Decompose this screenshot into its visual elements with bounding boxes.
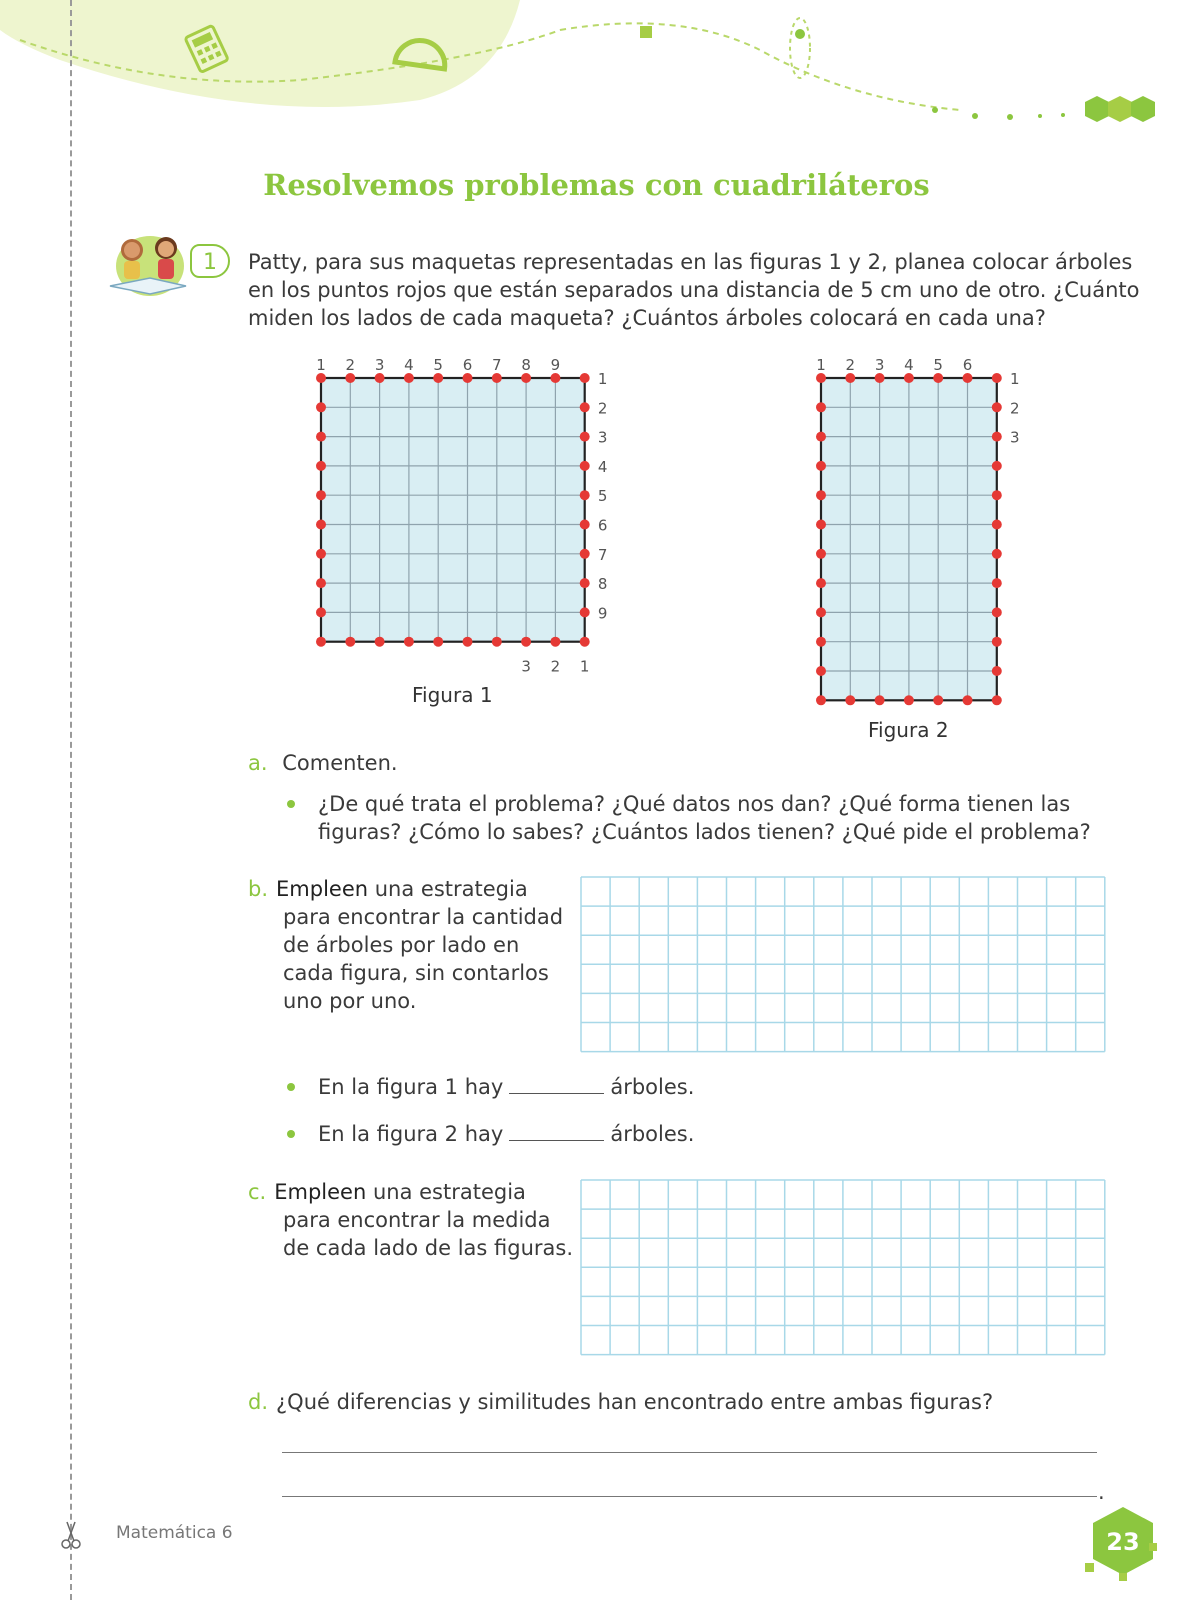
tree-point [492, 373, 502, 383]
right-count-label: 2 [1010, 399, 1020, 418]
work-grid-b[interactable] [580, 876, 1106, 1052]
page-title: Resolvemos problemas con cuadriláteros [263, 168, 930, 202]
figure-2-grid [800, 350, 1030, 710]
tree-point [316, 578, 326, 588]
tree-point [580, 578, 590, 588]
tree-point [992, 578, 1002, 588]
tree-point [904, 695, 914, 705]
tree-point [316, 490, 326, 500]
tree-point [992, 402, 1002, 412]
figure-1-grid [300, 350, 630, 676]
part-a-letter: a. [248, 751, 268, 775]
right-count-label: 9 [597, 604, 608, 623]
problem-line-2: en los puntos rojos que están separados una distancia de 5 cm uno de otro. ¿Cuánto [248, 278, 1140, 302]
page-number-badge [1083, 1503, 1163, 1583]
top-count-label: 3 [874, 356, 885, 374]
part-c-verb: Empleen [274, 1180, 367, 1204]
tree-point [992, 461, 1002, 471]
fill-2-blank[interactable] [509, 1120, 604, 1141]
right-count-label: 1 [1010, 370, 1020, 388]
tree-point [992, 549, 1002, 559]
tree-point [316, 520, 326, 530]
top-count-label: 9 [550, 356, 561, 374]
tree-point [992, 432, 1002, 442]
tree-point [816, 490, 826, 500]
top-count-label: 1 [816, 356, 826, 374]
tree-point [875, 695, 885, 705]
tree-point [992, 695, 1002, 705]
tree-point [816, 432, 826, 442]
tree-point [404, 373, 414, 383]
top-count-label: 3 [374, 356, 385, 374]
tree-point [963, 695, 973, 705]
tree-point [992, 666, 1002, 676]
right-count-label: 7 [597, 545, 608, 564]
tree-point [816, 666, 826, 676]
tree-point [550, 373, 560, 383]
bottom-count-label: 3 [521, 657, 531, 676]
tree-point [904, 373, 914, 383]
part-a-bullet-line-2: figuras? ¿Cómo lo sabes? ¿Cuántos lados tienen? ¿Qué pide el problema? [318, 820, 1091, 844]
tree-point [580, 461, 590, 471]
top-count-label: 4 [904, 356, 914, 374]
tree-point [992, 520, 1002, 530]
problem-line-1: Patty, para sus maquetas representadas en las figuras 1 y 2, planea colocar árboles [248, 250, 1133, 274]
part-b-line-4: cada figura, sin contarlos [283, 961, 549, 985]
part-b-verb: Empleen [276, 877, 369, 901]
part-d [248, 1388, 993, 1416]
part-c-line-1-rest: una estrategia [366, 1180, 526, 1204]
tree-point [580, 432, 590, 442]
tree-point [550, 637, 560, 647]
part-b-line-2: para encontrar la cantidad [283, 905, 564, 929]
part-a-heading: Comenten. [282, 751, 398, 775]
tree-point [933, 695, 943, 705]
tree-point [433, 637, 443, 647]
problem-line-3: miden los lados de cada maqueta? ¿Cuántos árboles colocará en cada una? [248, 306, 1046, 330]
bullet [287, 1130, 295, 1138]
bottom-count-label: 1 [579, 657, 590, 676]
tree-point [375, 637, 385, 647]
bullet [287, 1083, 295, 1091]
part-b-letter: b. [248, 877, 269, 901]
part-b-line-5: uno por uno. [283, 989, 417, 1013]
top-count-label: 6 [962, 356, 973, 374]
tree-point [816, 607, 826, 617]
fill-1-blank[interactable] [509, 1073, 604, 1094]
top-count-label: 8 [521, 356, 531, 374]
figure-1-label: Figura 1 [412, 683, 493, 707]
part-b-line-3: de árboles por lado en [283, 933, 520, 957]
work-grid-c[interactable] [580, 1179, 1106, 1355]
top-count-label: 5 [433, 356, 443, 374]
part-c-line-3: de cada lado de las figuras. [283, 1236, 574, 1260]
tree-point [845, 695, 855, 705]
tree-point [316, 461, 326, 471]
tree-point [316, 549, 326, 559]
right-count-label: 2 [597, 399, 608, 418]
tree-point [404, 637, 414, 647]
part-a [248, 749, 398, 777]
page-number: 23 [1106, 1528, 1140, 1556]
answer-line-1[interactable] [282, 1452, 1097, 1453]
tree-point [992, 607, 1002, 617]
part-b-line-1-rest: una estrategia [368, 877, 528, 901]
tree-point [816, 402, 826, 412]
top-count-label: 5 [933, 356, 943, 374]
tree-point [375, 373, 385, 383]
part-a-bullet-line-1: ¿De qué trata el problema? ¿Qué datos nos dan? ¿Qué forma tienen las [318, 792, 1071, 816]
students-reading-icon [106, 228, 188, 296]
tree-point [933, 373, 943, 383]
tree-point [992, 637, 1002, 647]
cube-icon [640, 26, 652, 38]
cubes-icon [1085, 96, 1155, 122]
tree-point [992, 490, 1002, 500]
bullet [287, 800, 295, 808]
tree-point [316, 402, 326, 412]
tree-point [345, 373, 355, 383]
tree-point [992, 373, 1002, 383]
scissors-icon [60, 1520, 82, 1550]
tree-point [816, 578, 826, 588]
right-count-label: 5 [597, 487, 608, 506]
part-d-question: ¿Qué diferencias y similitudes han encontrado entre ambas figuras? [276, 1390, 994, 1414]
top-count-label: 7 [492, 356, 502, 374]
fill-2-text-after: árboles. [610, 1122, 695, 1146]
tree-point [521, 637, 531, 647]
tree-point [463, 373, 473, 383]
bottom-count-label: 2 [550, 657, 561, 676]
tree-point [316, 607, 326, 617]
tree-point [316, 373, 326, 383]
part-d-letter: d. [248, 1390, 269, 1414]
part-b-fill-2 [318, 1120, 694, 1148]
tree-point [963, 373, 973, 383]
part-c-letter: c. [248, 1180, 267, 1204]
tree-point [816, 373, 826, 383]
tree-point [845, 373, 855, 383]
tree-point [316, 637, 326, 647]
tree-point [816, 549, 826, 559]
footer-book-title: Matemática 6 [116, 1523, 233, 1543]
part-b-fill-1 [318, 1073, 694, 1101]
tree-point [580, 520, 590, 530]
tree-point [816, 461, 826, 471]
cut-guide-line [70, 0, 72, 1600]
tree-point [875, 373, 885, 383]
part-b-line-1 [248, 875, 528, 903]
tree-point [521, 373, 531, 383]
header-decoration [0, 0, 1193, 160]
right-count-label: 4 [597, 457, 608, 476]
tree-point [816, 520, 826, 530]
tree-point [463, 637, 473, 647]
tree-point [345, 637, 355, 647]
tree-point [580, 607, 590, 617]
part-c-line-1 [248, 1178, 526, 1206]
fill-1-text-after: árboles. [610, 1075, 695, 1099]
tree-point [580, 637, 590, 647]
answer-end-mark: . [1098, 1480, 1105, 1504]
tree-point [492, 637, 502, 647]
top-count-label: 1 [316, 356, 326, 374]
right-count-label: 8 [597, 575, 608, 594]
part-c-line-2: para encontrar la medida [283, 1208, 551, 1232]
tree-point [580, 402, 590, 412]
figure-2-label: Figura 2 [868, 718, 949, 742]
tree-point [433, 373, 443, 383]
tree-point [580, 373, 590, 383]
question-number: 1 [190, 244, 230, 278]
right-count-label: 1 [597, 370, 608, 388]
grid-fill [321, 378, 585, 642]
top-count-label: 2 [845, 356, 856, 374]
tree-point [580, 549, 590, 559]
top-count-label: 6 [462, 356, 473, 374]
tree-point [816, 637, 826, 647]
top-count-label: 4 [404, 356, 414, 374]
fill-2-text-before: En la figura 2 hay [318, 1122, 504, 1146]
right-count-label: 6 [597, 516, 608, 535]
tree-point [816, 695, 826, 705]
right-count-label: 3 [1010, 428, 1020, 447]
tree-point [580, 490, 590, 500]
right-count-label: 3 [597, 428, 608, 447]
top-count-label: 2 [345, 356, 356, 374]
tree-point [316, 432, 326, 442]
answer-line-2[interactable] [282, 1496, 1097, 1497]
fill-1-text-before: En la figura 1 hay [318, 1075, 504, 1099]
